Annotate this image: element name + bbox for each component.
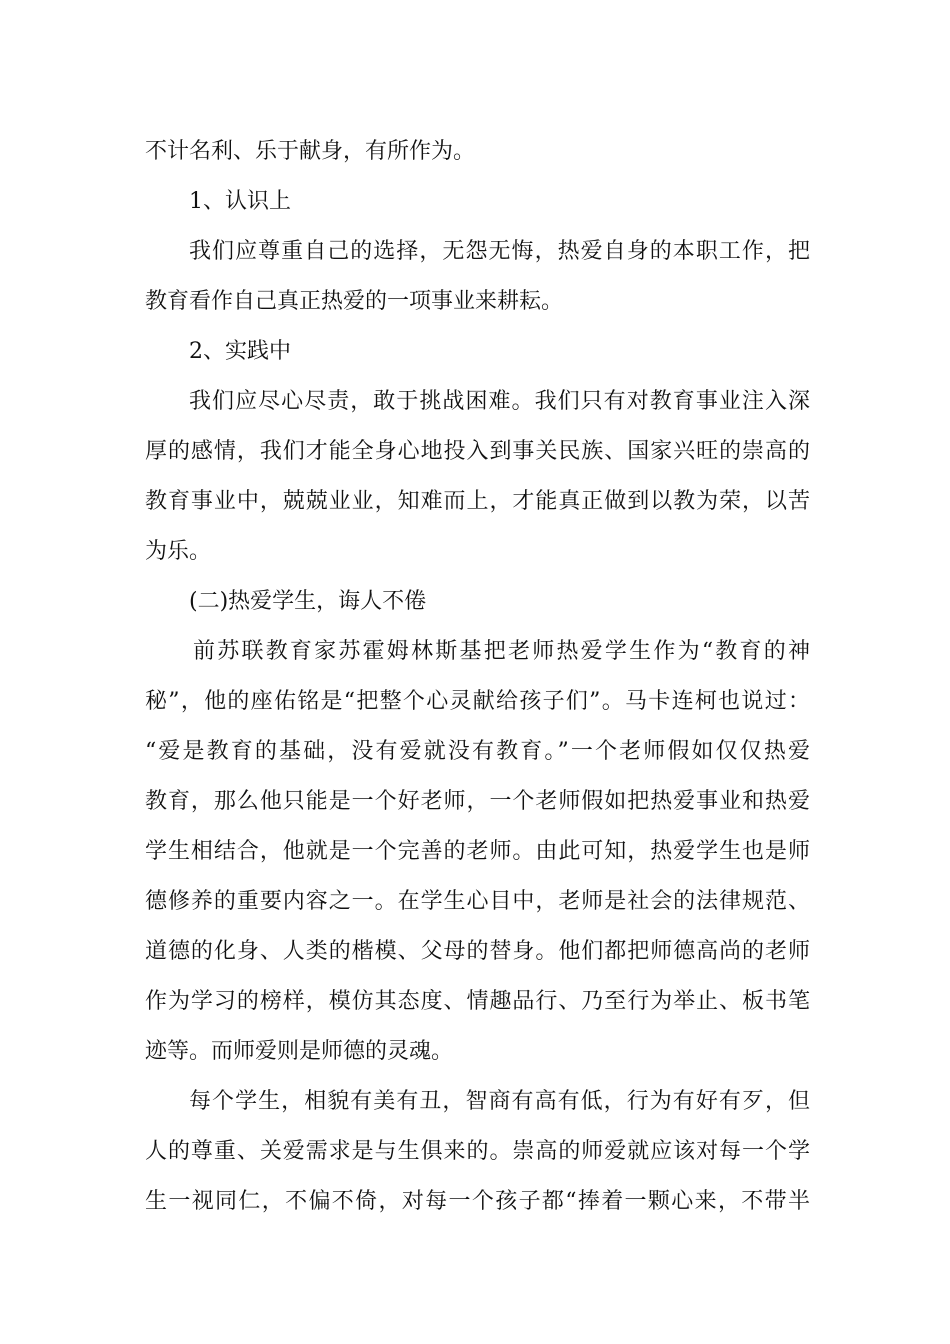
paragraph-line: 我们应尊重自己的选择，无怨无悔，热爱自身的本职工作，把 — [189, 239, 810, 264]
section-heading: 2、实践中 — [189, 339, 291, 364]
paragraph-line: 学生相结合，他就是一个完善的老师。由此可知，热爱学生也是师 — [145, 839, 810, 864]
paragraph-line: 德修养的重要内容之一。在学生心目中，老师是社会的法律规范、 — [145, 889, 810, 914]
paragraph-line: 作为学习的榜样，模仿其态度、情趣品行、乃至行为举止、板书笔 — [145, 989, 810, 1014]
paragraph-line: 每个学生，相貌有美有丑，智商有高有低，行为有好有歹，但 — [189, 1089, 810, 1114]
paragraph-line: 前苏联教育家苏霍姆林斯基把老师热爱学生作为“教育的神 — [193, 639, 810, 664]
paragraph-line: “爱是教育的基础，没有爱就没有教育。”一个老师假如仅仅热爱 — [145, 739, 810, 764]
paragraph-line: 生一视同仁，不偏不倚，对每一个孩子都“捧着一颗心来，不带半 — [145, 1189, 810, 1214]
paragraph-line: 为乐。 — [145, 539, 212, 564]
paragraph-line: 教育，那么他只能是一个好老师，一个老师假如把热爱事业和热爱 — [145, 789, 810, 814]
section-heading: (二)热爱学生，诲人不倦 — [189, 589, 427, 614]
paragraph-line: 秘”，他的座佑铭是“把整个心灵献给孩子们”。马卡连柯也说过： — [145, 689, 810, 714]
paragraph-line: 教育事业中，兢兢业业，知难而上，才能真正做到以教为荣，以苦 — [145, 489, 810, 514]
paragraph-line: 道德的化身、人类的楷模、父母的替身。他们都把师德高尚的老师 — [145, 939, 810, 964]
section-heading: 1、认识上 — [189, 189, 291, 214]
paragraph-line: 我们应尽心尽责，敢于挑战困难。我们只有对教育事业注入深 — [189, 389, 810, 414]
paragraph-line: 迹等。而师爱则是师德的灵魂。 — [145, 1039, 454, 1064]
text-line: 不计名利、乐于献身，有所作为。 — [145, 139, 476, 164]
paragraph-line: 人的尊重、关爱需求是与生俱来的。崇高的师爱就应该对每一个学 — [145, 1139, 810, 1164]
paragraph-line: 厚的感情，我们才能全身心地投入到事关民族、国家兴旺的崇高的 — [145, 439, 810, 464]
document-body — [145, 127, 810, 1227]
paragraph-line: 教育看作自己真正热爱的一项事业来耕耘。 — [145, 289, 564, 314]
